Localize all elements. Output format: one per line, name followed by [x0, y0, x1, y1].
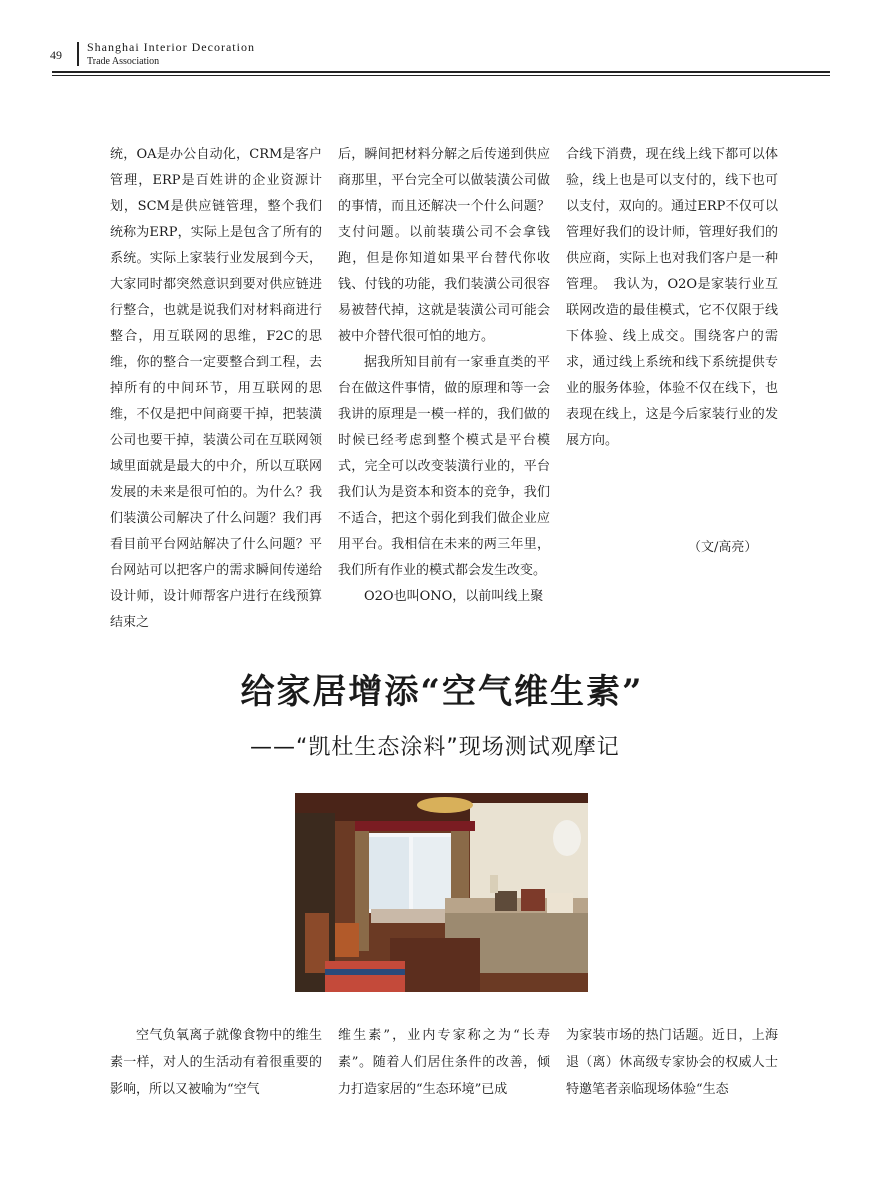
- article2-col3-text: 为家装市场的热门话题。近日，上海退（离）休高级专家协会的权威人士特邀笔者亲临现场体验“生态: [566, 1028, 778, 1097]
- header-subtitle: Trade Association: [87, 56, 160, 67]
- article1-column-2: [338, 142, 550, 610]
- article1-col3-text: 合线下消费，现在线上线下都可以体验，线上也是可以支付的，线下也可以支付，双向的。通过ERP不仅可以管理好我们的设计师，管理好我们的供应商，实际上也对我们客户是一种管理。 我认为，O2O是家装行业互联网改造的最佳模式，它不仅限于线下体验、线上成交。围绕客户的需求，通过线上系统和线下系统提供专业的服务体验，体验不仅在线下，也表现在线上，这是今后家装行业的发展方向。: [566, 147, 778, 448]
- article1-column-1: [110, 142, 322, 636]
- page-number: 49: [50, 48, 62, 62]
- header-rule-thick: [52, 71, 830, 73]
- article1-byline: （文/高亮）: [688, 540, 758, 555]
- article1-column-3: [566, 142, 778, 454]
- article2-column-1: [110, 1022, 322, 1103]
- article1-col2-para3: O2O也叫ONO，以前叫线上聚: [364, 589, 544, 604]
- article1-col2-para1: 后，瞬间把材料分解之后传递到供应商那里，平台完全可以做装潢公司做的事情，而且还解决一个什么问题？支付问题。以前装璜公司不会拿钱跑，但是你知道如果平台替代你收钱、付钱的功能，我们装潢公司很容易被替代掉，这就是装潢公司可能会被中介替代很可怕的地方。: [338, 147, 550, 344]
- article2-subtitle: ——“凯杜生态涂料”现场测试观摩记: [250, 735, 620, 760]
- header-title: Shanghai Interior Decoration: [87, 40, 255, 54]
- article1-col1-text: 统，OA是办公自动化，CRM是客户管理，ERP是百姓讲的企业资源计划，SCM是供应链管理，整个我们统称为ERP，实际上是包含了所有的系统。实际上家装行业发展到今天，大家同时都突然意识到要对供应链进行整合，也就是说我们对材料商进行整合，用互联网的思维，F2C的思维，你的整合一定要整合到工程，去掉所有的中间环节，用互联网的思维，不仅是把中间商要干掉，把装潢公司也要干掉，装潢公司在互联网领域里面就是最大的中介，所以互联网发展的未来是很可怕的。为什么？我们装潢公司解决了什么问题？我们再看目前平台网站解决了什么问题？平台网站可以把客户的需求瞬间传递给设计师，设计师帮客户进行在线预算结束之: [110, 147, 322, 630]
- article1-col2-para2: 据我所知目前有一家垂直类的平台在做这件事情，做的原理和等一会我讲的原理是一模一样的，我们做的时候已经考虑到整个模式是平台模式，完全可以改变装潢行业的，平台我们认为是资本和资本的竞争，我们不适合，把这个弱化到我们做企业应用平台。我相信在未来的两三年里，我们所有作业的模式都会发生改变。: [338, 355, 550, 578]
- article2-title: 给家居增添“空气维生素”: [240, 672, 644, 712]
- header-rule-thin: [52, 75, 830, 76]
- article2-col1-text: 空气负氧离子就像食物中的维生素一样，对人的生活动有着很重要的影响，所以又被喻为“空气: [110, 1028, 322, 1097]
- article2-column-2: [338, 1022, 550, 1103]
- header-divider: [77, 42, 79, 66]
- page-header: [0, 0, 884, 80]
- article2-column-3: [566, 1022, 778, 1103]
- bedroom-photo: [295, 793, 588, 992]
- article2-col2-text: 维生素”，业内专家称之为“长寿素”。随着人们居住条件的改善，倾力打造家居的“生态环境”已成: [338, 1028, 550, 1097]
